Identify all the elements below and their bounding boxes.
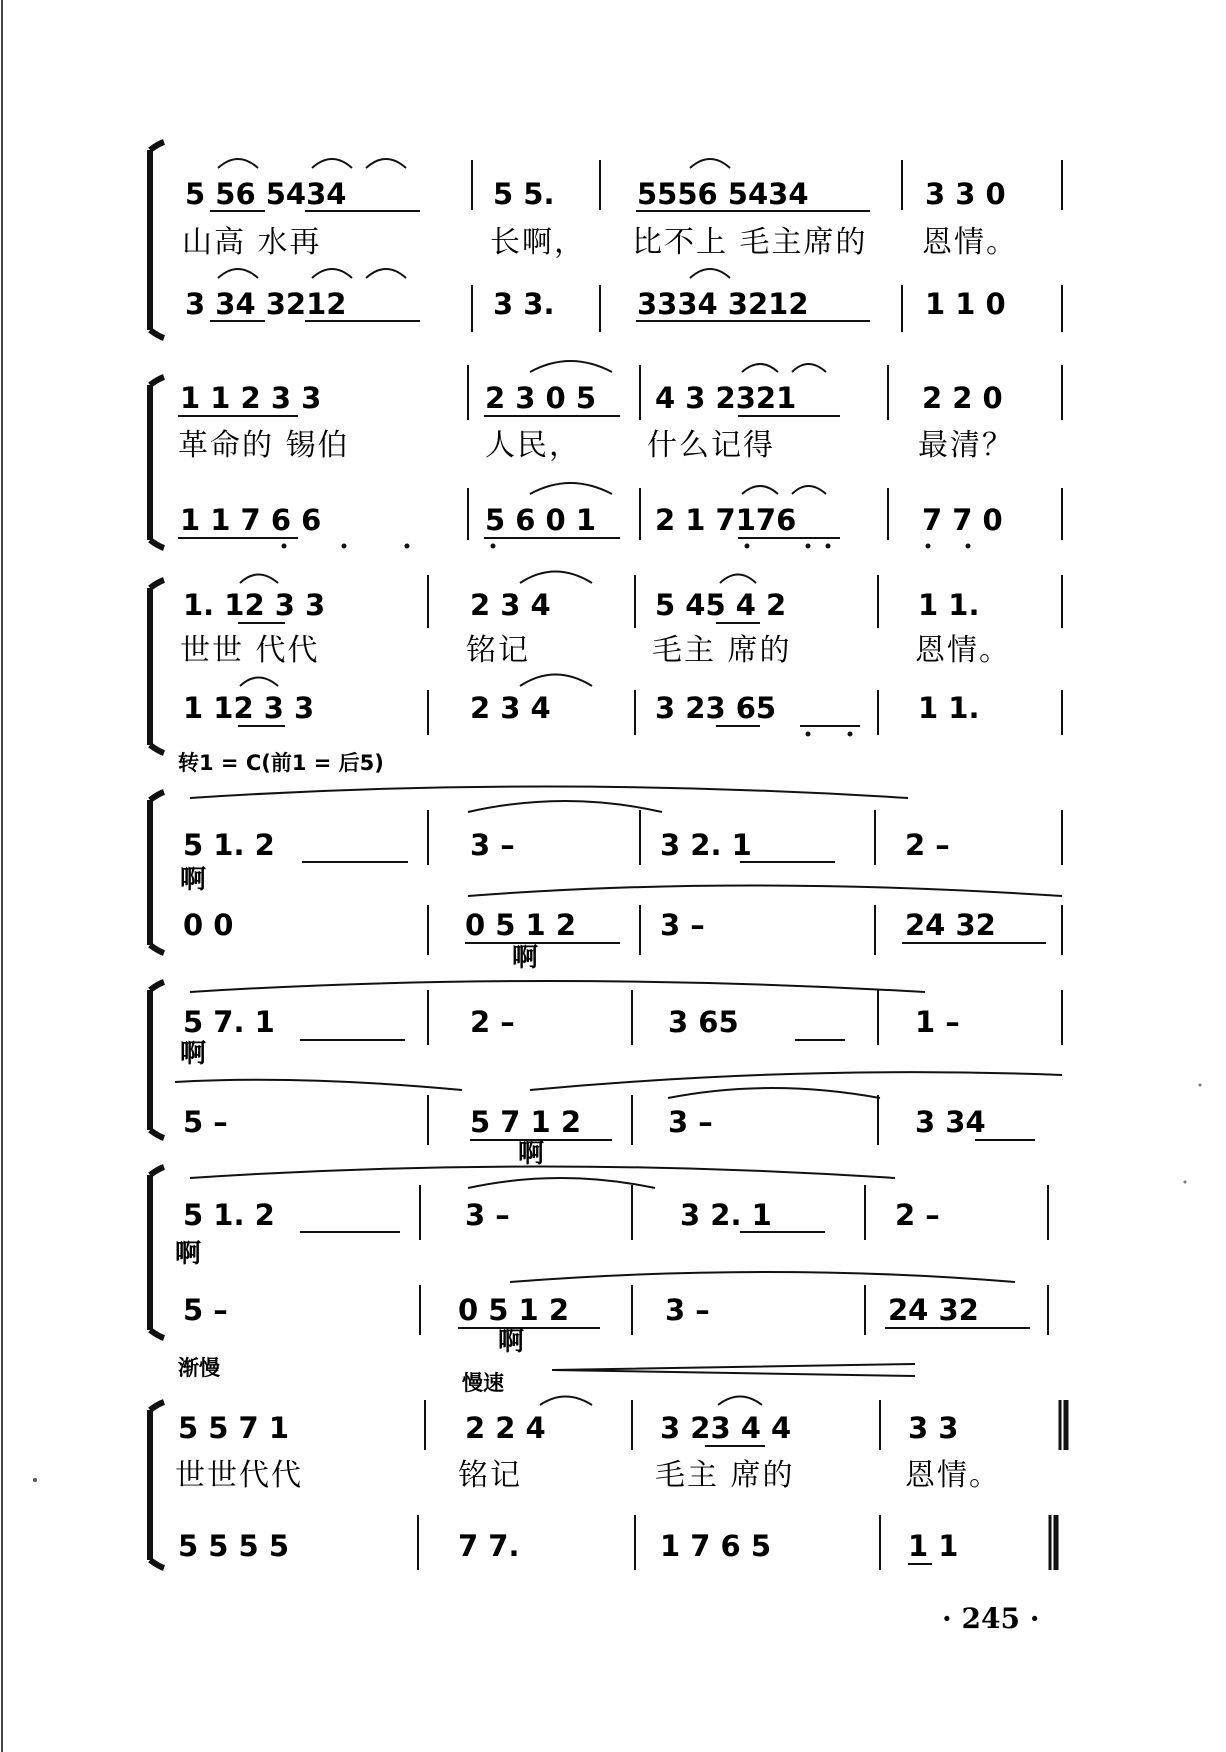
s5-lower-lyric: 啊 [518, 1139, 545, 1169]
s3-lyric-4: 恩情。 [915, 633, 1011, 668]
system-2-brace [150, 377, 164, 548]
system-6 [150, 1167, 1048, 1358]
s6-lower-m2: 0 5 1 2 [458, 1293, 570, 1327]
s4-upper-m1: 5 1. 2 [183, 828, 275, 862]
s1-lower-m1: 3 34 3212 [185, 287, 347, 321]
tempo-slow: 慢速 [462, 1371, 504, 1395]
s7-lower-m3: 1 7 6 5 [660, 1529, 772, 1563]
s1-lower-m3: 3334 3212 [637, 287, 809, 321]
s7-upper-m4: 3 3 [908, 1411, 959, 1445]
s1-lower-m2: 3 3. [493, 287, 555, 321]
s6-upper-lyric: 啊 [175, 1239, 202, 1269]
s7-lyric-3: 毛主 席的 [655, 1458, 795, 1493]
system-1-brace [150, 142, 164, 338]
s1-lyric-1: 山高 水再 [182, 225, 322, 260]
s3-lyric-1: 世世 代代 [180, 633, 320, 668]
system-7-brace [150, 1402, 164, 1568]
s2-lower-m3: 2 1 7176 [655, 503, 797, 537]
system-7 [150, 1397, 1066, 1571]
s1-upper-m4: 3 3 0 [925, 177, 1006, 211]
system-6-brace [150, 1167, 164, 1338]
s3-lyric-2: 铭记 [466, 633, 530, 668]
system-5 [150, 981, 1062, 1169]
system-3-brace [150, 580, 164, 753]
s2-lower-m1: 1 1 7 6 6 [180, 503, 322, 537]
s1-upper-m1: 5 56 5434 [185, 177, 347, 211]
s2-lyric-3: 什么记得 [647, 428, 775, 463]
s2-lyric-4: 最清？ [918, 428, 1014, 463]
s3-upper-m1: 1. 12 3 3 [183, 588, 326, 622]
s3-lower-m4: 1 1. [918, 691, 980, 725]
system-2 [150, 361, 1062, 549]
s3-lyric-3: 毛主 席的 [652, 633, 792, 668]
s3-upper-m3: 5 45 4 2 [655, 588, 787, 622]
s6-upper-m2: 3 – [465, 1198, 510, 1232]
s1-lyric-4: 恩情。 [922, 225, 1018, 260]
s2-lower-m2: 5 6 0 1 [485, 503, 597, 537]
s2-upper-m3: 4 3 2321 [655, 381, 797, 415]
key-change-label: 转1 = C(前1 = 后5) [178, 751, 384, 775]
page-number: · 245 · [942, 1602, 1040, 1635]
system-3 [150, 572, 1062, 754]
s7-lyric-4: 恩情。 [905, 1458, 1001, 1493]
s4-upper-m3: 3 2. 1 [660, 828, 752, 862]
s4-lower-m2: 0 5 1 2 [465, 908, 577, 942]
crescendo-hairpin [552, 1364, 915, 1376]
system-4 [150, 787, 1062, 974]
s5-upper-m3: 3 65 [668, 1005, 739, 1039]
s2-lower-m4: 7 7 0 [922, 503, 1003, 537]
s1-lyric-2: 长啊， [490, 225, 586, 260]
s6-upper-m4: 2 – [895, 1198, 940, 1232]
s4-lower-m1: 0 0 [183, 908, 234, 942]
s4-upper-m4: 2 – [905, 828, 950, 862]
s1-upper-m2: 5 5. [493, 177, 555, 211]
s5-lower-m2: 5 7 1 2 [470, 1105, 582, 1139]
s3-lower-m2: 2 3 4 [470, 691, 551, 725]
s4-lower-lyric: 啊 [512, 943, 539, 973]
s7-lower-m2: 7 7. [458, 1529, 520, 1563]
s7-upper-m2: 2 2 4 [465, 1411, 546, 1445]
system-1 [150, 142, 1062, 338]
s7-lower-m4: 1 1 [908, 1529, 959, 1563]
s3-upper-m4: 1 1. [918, 588, 980, 622]
s7-upper-m3: 3 23 4 4 [660, 1411, 792, 1445]
s5-lower-m3: 3 – [668, 1105, 713, 1139]
s6-lower-m3: 3 – [665, 1293, 710, 1327]
s4-upper-m2: 3 – [470, 828, 515, 862]
system-5-brace [150, 982, 164, 1138]
s6-lower-m4: 24 32 [888, 1293, 979, 1327]
s6-upper-m3: 3 2. 1 [680, 1198, 772, 1232]
s7-lyric-1: 世世代代 [175, 1458, 303, 1493]
s5-lower-m4: 3 34 [915, 1105, 986, 1139]
system-4-brace [150, 792, 164, 953]
s7-lower-m1: 5 5 5 5 [178, 1529, 290, 1563]
s2-upper-m4: 2 2 0 [922, 381, 1003, 415]
s7-upper-m1: 5 5 7 1 [178, 1411, 290, 1445]
s2-upper-m2: 2 3 0 5 [485, 381, 597, 415]
s6-upper-m1: 5 1. 2 [183, 1198, 275, 1232]
s1-lower-m4: 1 1 0 [925, 287, 1006, 321]
s6-lower-lyric: 啊 [498, 1327, 525, 1357]
s5-upper-lyric: 啊 [180, 1039, 207, 1069]
s4-upper-lyric: 啊 [180, 865, 207, 895]
s4-lower-m3: 3 – [660, 908, 705, 942]
s5-upper-m4: 1 – [915, 1005, 960, 1039]
s4-lower-m4: 24 32 [905, 908, 996, 942]
s3-upper-m2: 2 3 4 [470, 588, 551, 622]
s3-lower-m1: 1 12 3 3 [183, 691, 315, 725]
s1-lyric-3: 比不上 毛主席的 [632, 225, 868, 260]
s2-upper-m1: 1 1 2 3 3 [180, 381, 322, 415]
s5-lower-m1: 5 – [183, 1105, 228, 1139]
s5-upper-m1: 5 7. 1 [183, 1005, 275, 1039]
s5-upper-m2: 2 – [470, 1005, 515, 1039]
s7-lyric-2: 铭记 [458, 1458, 522, 1493]
s1-upper-m3: 5556 5434 [637, 177, 809, 211]
s6-lower-m1: 5 – [183, 1293, 228, 1327]
s2-lyric-2: 人民， [485, 428, 581, 463]
s2-lyric-1: 革命的 锡伯 [178, 428, 350, 463]
s3-lower-m3: 3 23 65 [655, 691, 777, 725]
tempo-gradually-slower: 渐慢 [178, 1356, 220, 1380]
